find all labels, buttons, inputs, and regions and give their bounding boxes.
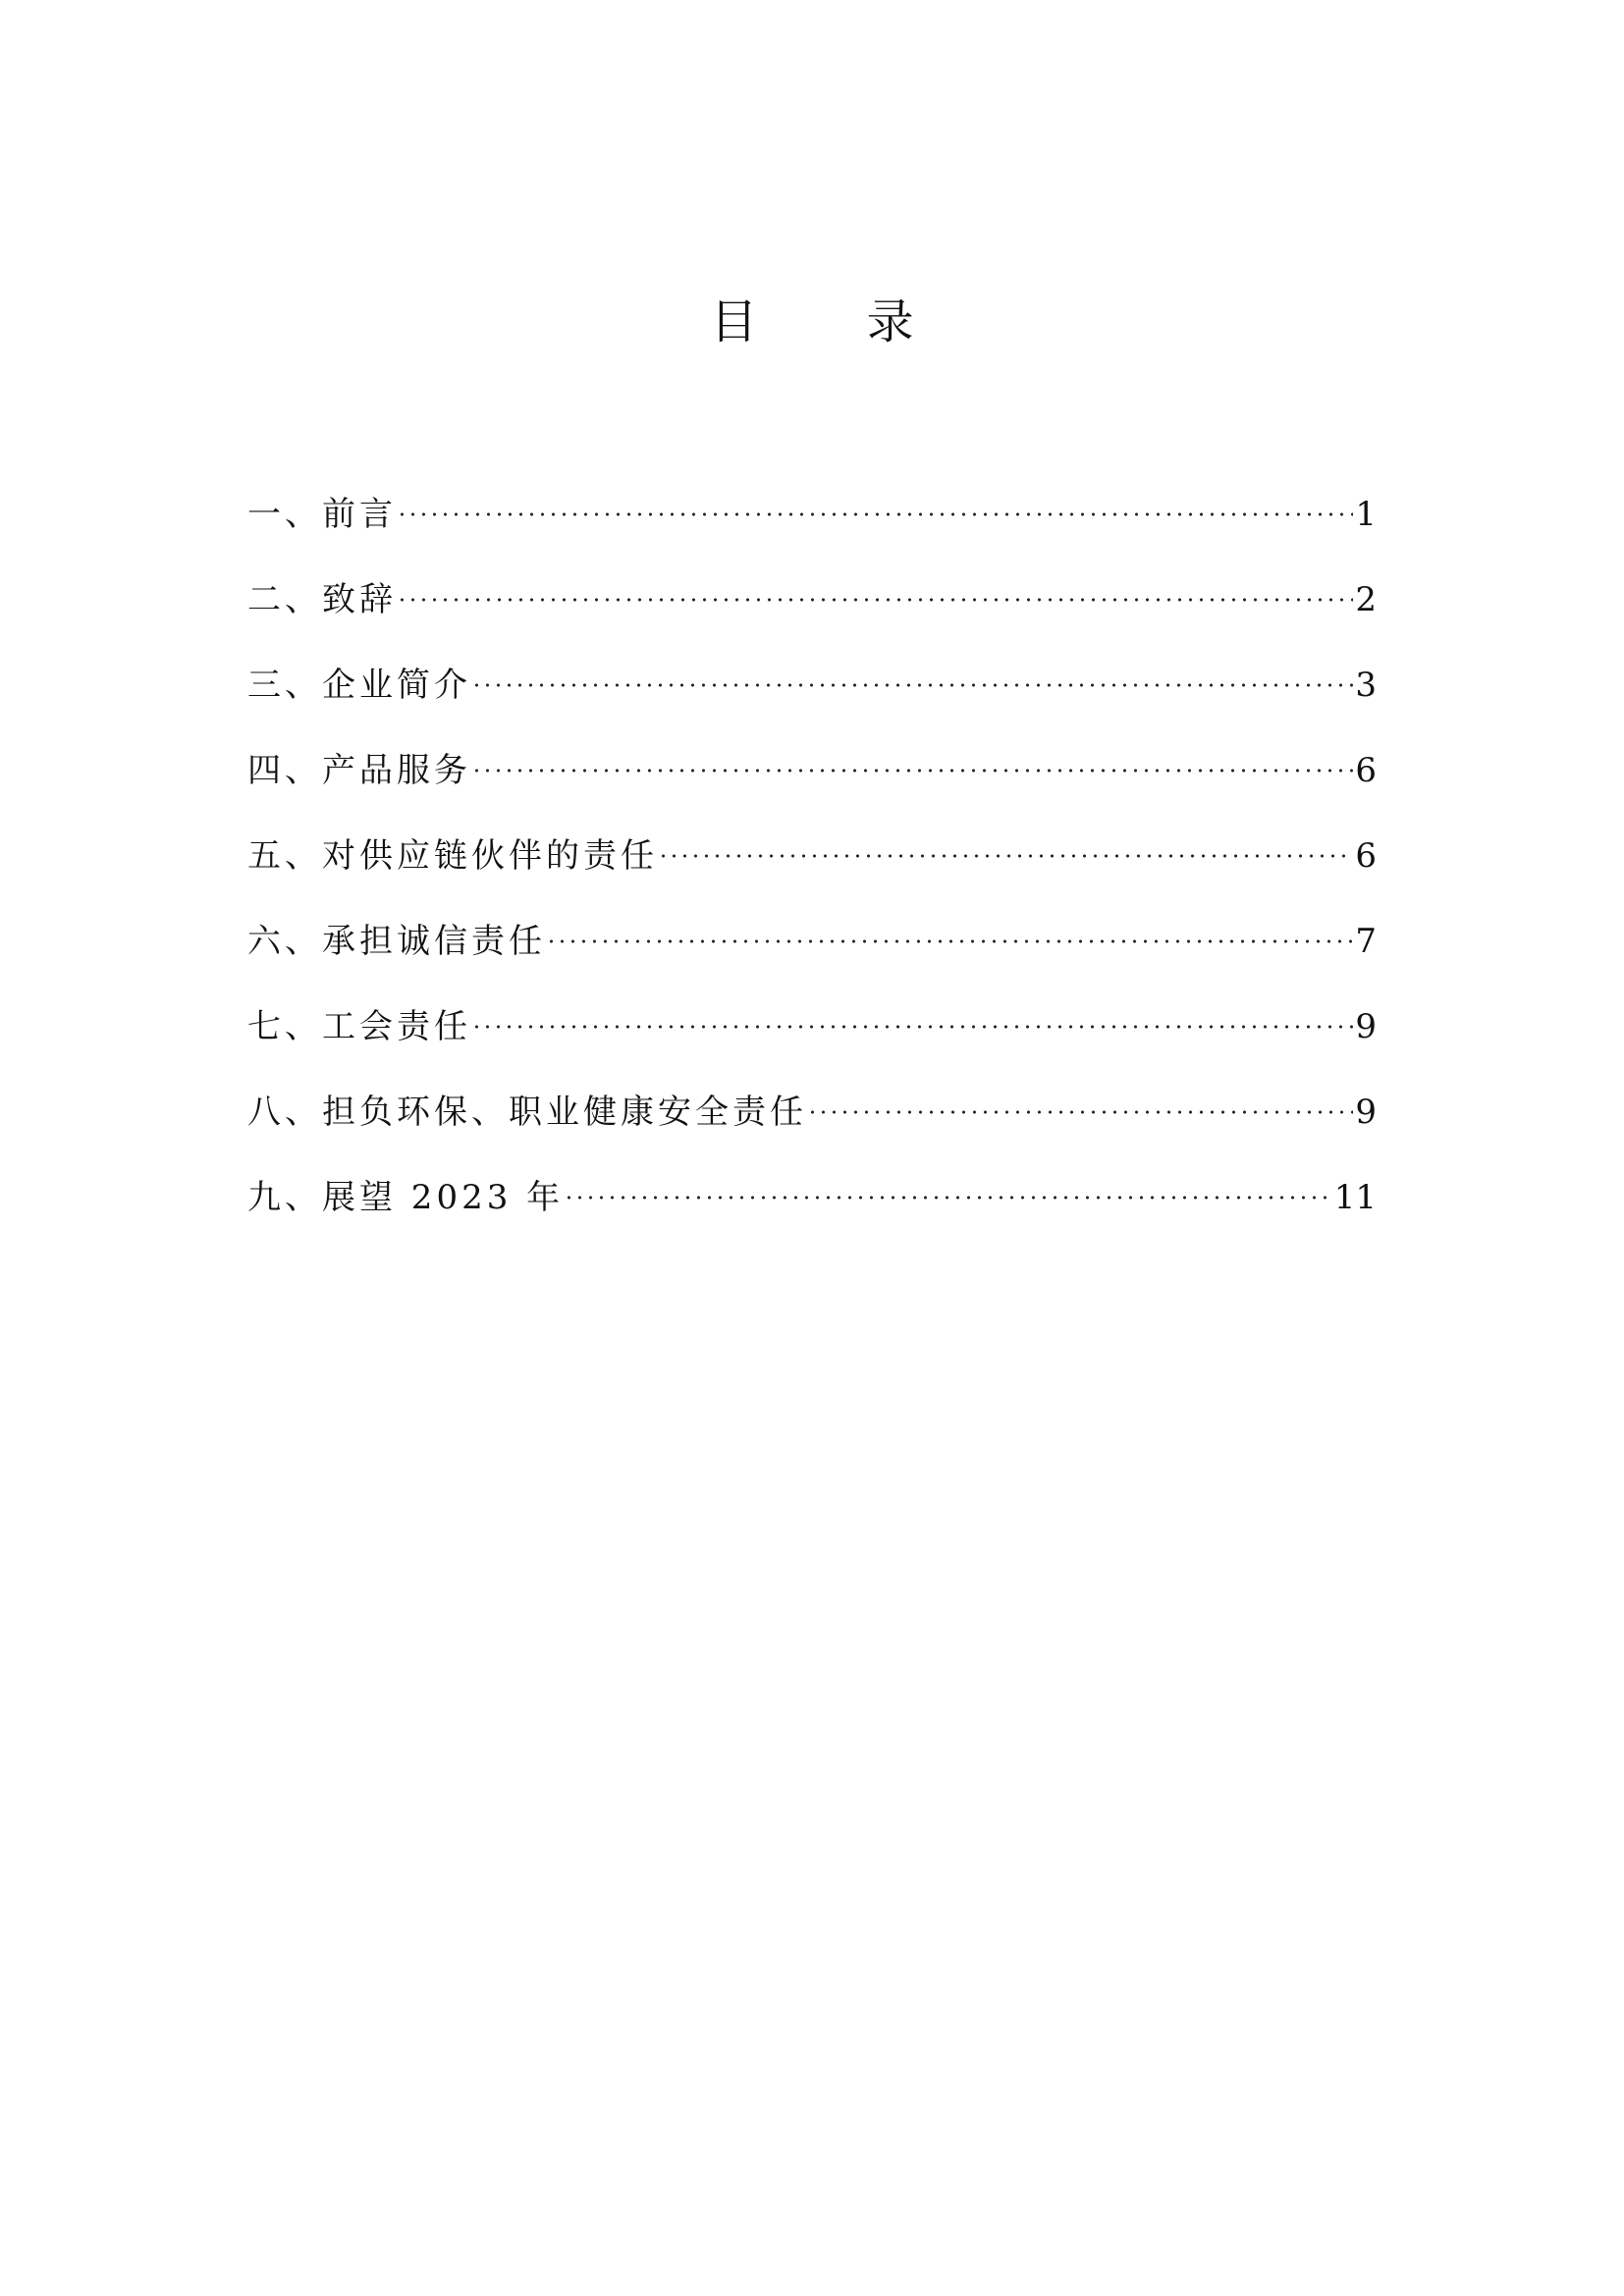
toc-entry[interactable] [247,898,1377,984]
toc-entry[interactable] [247,727,1377,813]
toc-entry-label: 九、展望 2023 年 [247,1177,565,1217]
toc-entry-label: 六、承担诚信责任 [247,921,546,961]
toc-dot-leader [397,597,1353,603]
toc-entry-label: 五、对供应链伙伴的责任 [247,835,658,876]
toc-entry-page-number: 9 [1355,1092,1377,1132]
toc-dot-leader [658,853,1353,859]
toc-entry-page-number: 3 [1355,665,1377,705]
toc-entry[interactable] [247,471,1377,557]
toc-entry-label: 三、企业简介 [247,665,471,705]
toc-entry[interactable] [247,642,1377,727]
toc-entry[interactable] [247,1069,1377,1154]
toc-entry-page-number: 1 [1355,494,1377,534]
toc-entry-page-number: 11 [1333,1177,1377,1217]
toc-entry-page-number: 9 [1355,1006,1377,1046]
toc-title: 目 录 [710,294,961,349]
toc-dot-leader [546,938,1353,944]
toc-dot-leader [397,511,1353,517]
toc-entry-label: 七、工会责任 [247,1006,471,1046]
toc-dot-leader [471,682,1353,688]
toc-entry-page-number: 6 [1355,835,1377,876]
toc-entry[interactable] [247,813,1377,898]
toc-dot-leader [471,768,1353,774]
toc-entry-label: 四、产品服务 [247,750,471,790]
toc-entry-label: 二、致辞 [247,579,397,619]
toc-dot-leader [807,1109,1353,1115]
toc-dot-leader [471,1024,1353,1030]
toc-entry[interactable] [247,557,1377,642]
toc-entry-page-number: 2 [1355,579,1377,619]
toc-entry-page-number: 6 [1355,750,1377,790]
toc-entry-label: 八、担负环保、职业健康安全责任 [247,1092,807,1132]
toc-entry[interactable] [247,984,1377,1069]
toc-entry[interactable] [247,1154,1377,1240]
toc-entry-page-number: 7 [1355,921,1377,961]
toc-dot-leader [564,1195,1332,1201]
table-of-contents [247,471,1377,1240]
toc-entry-label: 一、前言 [247,494,397,534]
